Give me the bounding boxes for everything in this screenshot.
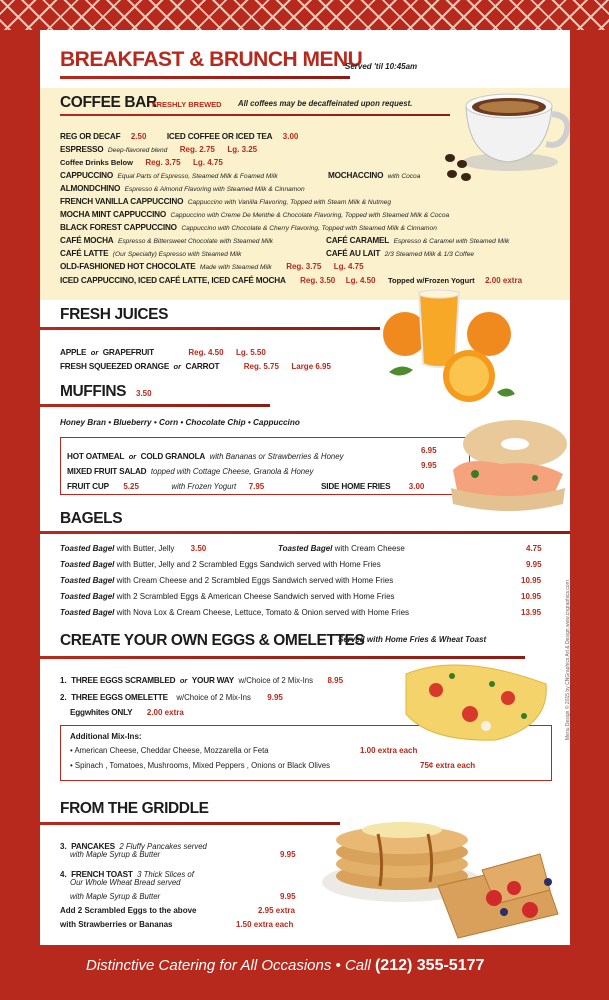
item-desc: Deep-flavored blend	[107, 147, 168, 154]
item-name: Eggwhites ONLY	[70, 708, 133, 717]
item-desc: w/Choice of 2 Mix-Ins	[238, 676, 314, 685]
item-price: 3.00	[282, 132, 299, 141]
item-desc: Made with Steamed Milk	[199, 264, 272, 271]
item-price: 9.95	[280, 850, 296, 859]
item-name: THREE EGGS OMELETTE	[71, 693, 168, 702]
griddle-rule	[40, 822, 340, 825]
item-price: 7.95	[248, 482, 265, 491]
item-desc: Espresso & Bittersweet Chocolate with Steamed Milk	[117, 238, 273, 245]
item-name: SIDE HOME FRIES	[321, 482, 391, 491]
item-desc: w/Choice of 2 Mix-Ins	[176, 693, 251, 702]
item-price: Reg. 4.50	[188, 348, 224, 357]
mix-ins-price: 1.00 extra each	[360, 746, 418, 755]
bagel-row	[60, 560, 381, 569]
item-price: Lg. 4.50	[345, 276, 376, 285]
item-name: MIXED FRUIT SALAD	[67, 467, 147, 476]
muffins-title: MUFFINS	[60, 383, 127, 400]
bagel-price: 9.95	[526, 560, 542, 569]
bagel-row	[60, 592, 395, 601]
item-desc: 3 Thick Slices of	[137, 870, 194, 879]
bagel-price: 10.95	[521, 576, 542, 585]
item-price: 2.00 extra	[485, 276, 523, 285]
item-price: 9.95	[421, 461, 437, 470]
item-or: or	[90, 348, 99, 357]
bagel-name: Toasted Bagel	[278, 544, 333, 553]
item-desc: with Maple Syrup & Butter	[70, 850, 161, 859]
bagel-price: 13.95	[521, 608, 542, 617]
item-name: FRENCH VANILLA CAPPUCCINO	[60, 197, 184, 206]
eggs-title: CREATE YOUR OWN EGGS & OMELETTES	[60, 632, 365, 649]
bagels-rule	[40, 531, 570, 534]
item-name: THREE EGGS SCRAMBLED	[71, 676, 176, 685]
menu-title: BREAKFAST & BRUNCH MENU	[60, 48, 363, 71]
item-name: ALMONDCHINO	[60, 184, 121, 193]
item-price: Reg. 2.75	[179, 145, 215, 154]
item-price: 3.00	[408, 482, 425, 491]
item-name: Topped w/Frozen Yogurt	[387, 276, 475, 285]
bagel-row	[60, 544, 206, 553]
item-price: Large 6.95	[291, 362, 331, 371]
item-price: 9.95	[280, 892, 296, 901]
bagel-row	[60, 576, 393, 585]
item-desc: Espresso & Almond Flavoring with Steamed Milk & Cinnamon	[124, 186, 305, 193]
item-desc: Cappuccino with Chocolate & Cherry Flavoring, Topped with Steamed Milk & Cinnamon	[181, 225, 437, 232]
item-desc: Equal Parts of Espresso, Steamed Milk & Foamed Milk	[117, 173, 278, 180]
item-price: 2.50	[130, 132, 147, 141]
menu-line	[321, 476, 424, 494]
item-price: Lg. 5.50	[236, 348, 266, 357]
menu-line	[67, 476, 264, 494]
item-price: 6.95	[421, 446, 437, 455]
mix-ins-price: 75¢ extra each	[420, 761, 476, 770]
bagel-lox-image	[445, 408, 570, 520]
item-name: ICED CAPPUCCINO, ICED CAFÉ LATTE, ICED CAFÉ MOCHA	[60, 276, 286, 285]
bagel-desc: with Butter, Jelly and 2 Scrambled Eggs Sandwich served with Home Fries	[116, 560, 381, 569]
item-desc: with Cocoa	[387, 173, 421, 180]
menu-line	[70, 702, 184, 720]
bagel-row	[60, 608, 409, 617]
item-name: MOCHACCINO	[328, 171, 384, 180]
title-rule	[60, 76, 350, 79]
item-price: Reg. 3.75	[286, 262, 322, 271]
item-name: ESPRESSO	[60, 145, 104, 154]
orange-juice-image	[377, 286, 517, 408]
item-price: 8.95	[327, 676, 344, 685]
bagel-name: Toasted Bagel	[60, 608, 115, 617]
muffins-rule	[40, 404, 270, 407]
item-name: ICED COFFEE OR ICED TEA	[166, 132, 273, 141]
item-price: Lg. 3.25	[227, 145, 258, 154]
item-desc: Espresso & Caramel with Steamed Milk	[393, 238, 510, 245]
item-number: 4.	[60, 870, 67, 879]
bagels-title: BAGELS	[60, 510, 123, 527]
bagel-name: Toasted Bagel	[60, 592, 115, 601]
item-name: CAFÉ AU LAIT	[326, 249, 381, 258]
item-name: GRAPEFRUIT	[102, 348, 154, 357]
bagel-price: 10.95	[521, 592, 542, 601]
item-number: 3.	[60, 842, 67, 851]
item-desc: topped with Cottage Cheese, Granola & Honey	[150, 467, 314, 476]
bagel-name: Toasted Bagel	[60, 560, 115, 569]
add-on-price: 1.50 extra each	[236, 920, 294, 929]
item-or: or	[173, 362, 182, 371]
item-name: YOUR WAY	[191, 676, 235, 685]
item-price: 5.25	[123, 482, 139, 491]
item-desc: 2 Fluffy Pancakes served	[119, 842, 207, 851]
item-name: REG OR DECAF	[60, 132, 121, 141]
bagel-desc: with Cream Cheese	[334, 544, 405, 553]
item-name: COLD GRANOLA	[140, 452, 206, 461]
item-price: Reg. 5.75	[243, 362, 279, 371]
mix-ins-line: • Spinach , Tomatoes, Mushrooms, Mixed Peppers , Onions or Black Olives	[70, 761, 330, 770]
item-price: 9.95	[267, 693, 283, 702]
mix-ins-title: Additional Mix-Ins:	[70, 732, 142, 741]
item-number: 2.	[60, 693, 67, 702]
item-desc: Cappuccino with Creme De Menthe & Chocolate Flavoring, Topped with Steamed Milk & Cocoa	[170, 212, 450, 219]
item-name: CAFÉ MOCHA	[60, 236, 114, 245]
item-price: Reg. 3.50	[300, 276, 336, 285]
freshly-brewed-tag: FRESHLY BREWED	[152, 100, 222, 109]
top-border-pattern	[0, 0, 609, 30]
item-name: APPLE	[60, 348, 87, 357]
item-name: CAFÉ LATTE	[60, 249, 109, 258]
coffee-rule	[60, 114, 450, 116]
item-desc: Cappuccino with Vanilla Flavoring, Topped with Steam Milk & Nutmeg	[187, 199, 392, 206]
item-name: CAPPUCCINO	[60, 171, 114, 180]
item-price: Lg. 4.75	[192, 158, 223, 167]
item-number: 1.	[60, 676, 67, 685]
item-name: BLACK FOREST CAPPUCCINO	[60, 223, 177, 232]
item-or: or	[128, 452, 137, 461]
bagel-price: 4.75	[526, 544, 542, 553]
add-on-line: with Strawberries or Bananas	[60, 920, 173, 929]
design-credit: Menu Design © 2015 by CNGraphics Art & Design www.cngraphics.com	[565, 580, 571, 740]
item-name: HOT OATMEAL	[67, 452, 125, 461]
item-price: Lg. 4.75	[333, 262, 364, 271]
item-desc: with Maple Syrup & Butter	[70, 892, 161, 901]
menu-line	[328, 165, 420, 183]
item-name: FRESH SQUEEZED ORANGE	[60, 362, 170, 371]
bagel-name: Toasted Bagel	[60, 544, 115, 553]
mix-ins-line: • American Cheese, Cheddar Cheese, Mozzarella or Feta	[70, 746, 269, 755]
juices-rule	[40, 327, 380, 330]
item-desc: with Bananas or Strawberries & Honey	[209, 452, 344, 461]
catering-text: Distinctive Catering for All Occasions • Call	[86, 957, 371, 974]
item-or: or	[179, 676, 188, 685]
coffee-beans-image	[440, 150, 476, 186]
add-on-line: Add 2 Scrambled Eggs to the above	[60, 906, 197, 915]
bagel-desc: with Butter, Jelly	[116, 544, 175, 553]
item-desc: 2/3 Steamed Milk & 1/3 Coffee	[384, 251, 475, 258]
bagel-price: 3.50	[190, 544, 207, 553]
muffins-price: 3.50	[136, 389, 152, 398]
item-name: OLD-FASHIONED HOT CHOCOLATE	[60, 262, 196, 271]
add-on-price: 2.95 extra	[258, 906, 295, 915]
item-price: 2.00 extra	[146, 708, 184, 717]
eggs-subtitle: Served with Home Fries & Wheat Toast	[338, 635, 487, 644]
phone-number[interactable]: (212) 355-5177	[374, 957, 485, 974]
item-name: FRUIT CUP	[67, 482, 109, 491]
item-desc: with Frozen Yogurt	[171, 482, 237, 491]
fresh-juices-title: FRESH JUICES	[60, 306, 169, 323]
item-name: PANCAKES	[71, 842, 115, 851]
item-desc: (Our Specialty) Espresso with Steamed Milk	[112, 251, 242, 258]
bagel-desc: with Cream Cheese and 2 Scrambled Eggs Sandwich served with Home Fries	[116, 576, 394, 585]
menu-page	[40, 30, 570, 945]
menu-line	[60, 356, 331, 374]
omelette-image	[400, 654, 552, 744]
bagel-row	[278, 544, 405, 553]
item-name: FRENCH TOAST	[71, 870, 133, 879]
item-name: Coffee Drinks Below	[60, 158, 133, 167]
item-desc: Our Whole Wheat Bread served	[70, 878, 181, 887]
decaf-note: All coffees may be decaffeinated upon request.	[238, 99, 413, 108]
bagel-desc: with Nova Lox & Cream Cheese, Lettuce, Tomato & Onion served with Home Fries	[116, 608, 410, 617]
coffee-bar-title: COFFEE BAR	[60, 94, 157, 111]
muffin-flavors: Honey Bran • Blueberry • Corn • Chocolate Chip • Cappuccino	[60, 418, 300, 427]
item-name: CAFÉ CARAMEL	[326, 236, 390, 245]
footer-text	[86, 957, 484, 975]
menu-line	[60, 670, 343, 688]
bagel-name: Toasted Bagel	[60, 576, 115, 585]
item-name: CARROT	[185, 362, 220, 371]
griddle-title: FROM THE GRIDDLE	[60, 800, 209, 817]
pancakes-french-toast-image	[318, 790, 566, 940]
item-price: Reg. 3.75	[145, 158, 181, 167]
bagel-desc: with 2 Scrambled Eggs & American Cheese Sandwich served with Home Fries	[116, 592, 395, 601]
served-until: Served 'til 10:45am	[345, 62, 418, 71]
item-name: MOCHA MINT CAPPUCCINO	[60, 210, 167, 219]
